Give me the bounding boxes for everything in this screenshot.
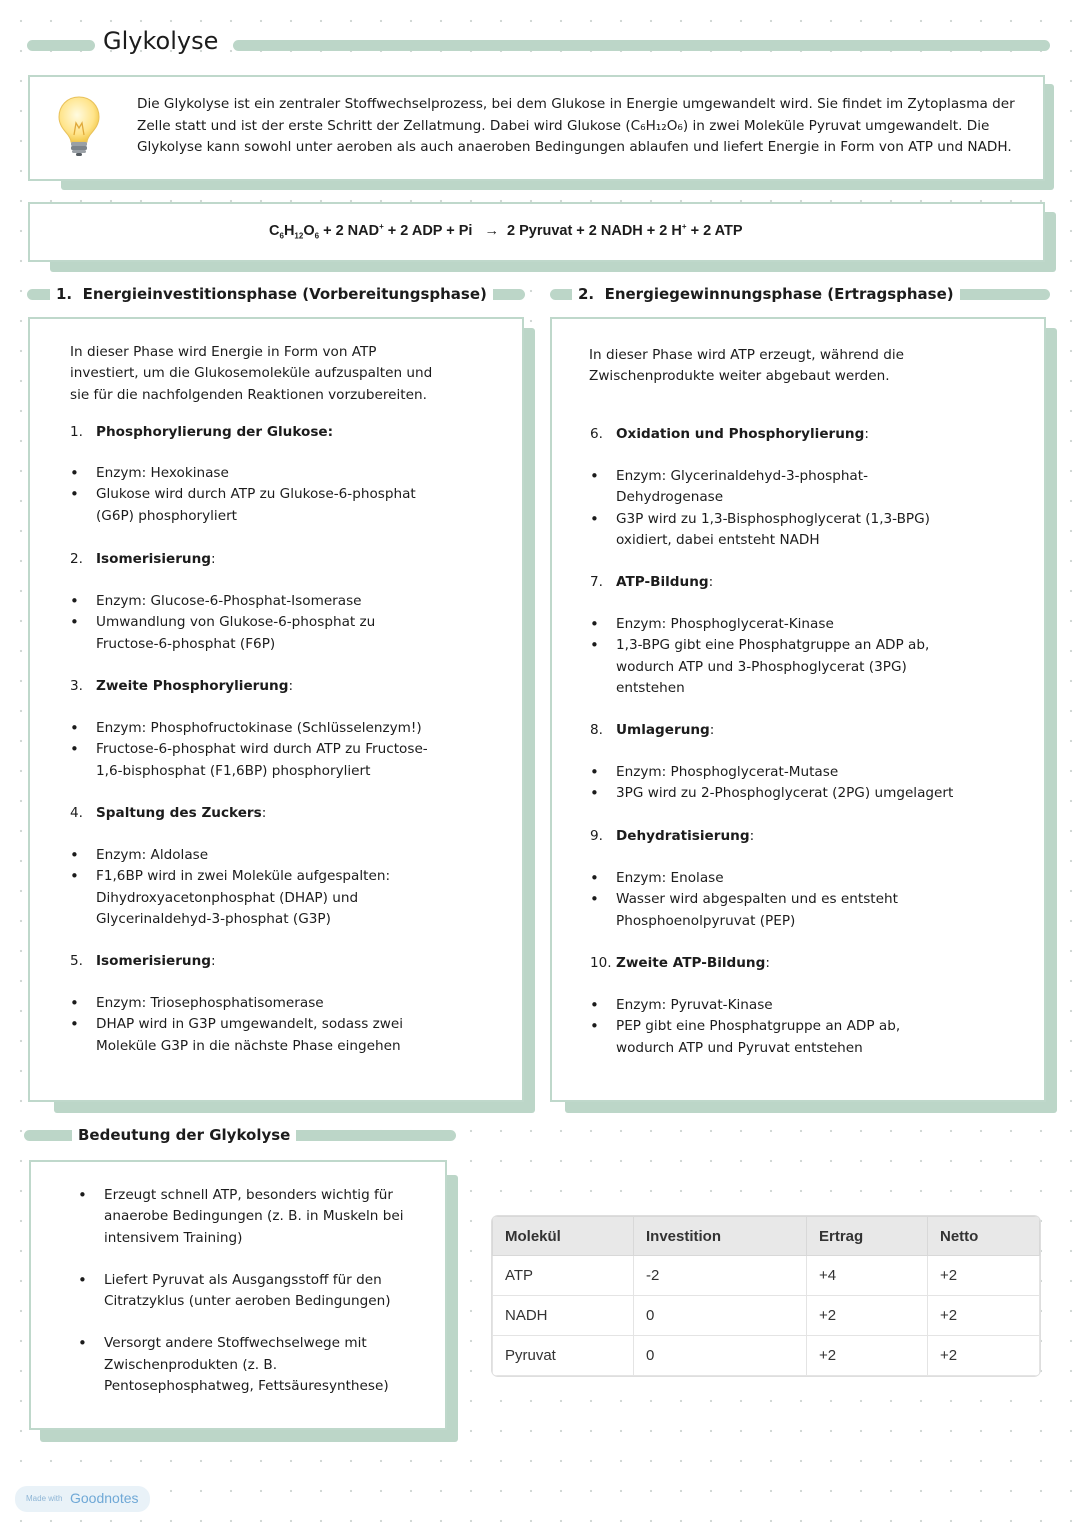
phase1-step-4: 4. Spaltung des Zuckers: xyxy=(70,805,267,821)
list-item: • Versorgt andere Stoffwechselwege mit Zwischenprodukten (z. B. Pentosephosphatweg, Fettsäuresynthese) xyxy=(78,1333,408,1397)
list-item: • F1,6BP wird in zwei Moleküle aufgespalten: Dihydroxyacetonphosphat (DHAP) und Glycerinaldehyd-3-phosphat (G3P) xyxy=(70,866,405,930)
list-item: • PEP gibt eine Phosphatgruppe an ADP ab, wodurch ATP und Pyruvat entstehen xyxy=(590,1016,910,1059)
list-item: • Erzeugt schnell ATP, besonders wichtig für anaerobe Bedingungen (z. B. in Muskeln bei intensivem Training) xyxy=(78,1185,408,1249)
list-item: • Enzym: Phosphoglycerat-Kinase xyxy=(590,614,935,635)
arrow-icon: → xyxy=(484,222,499,239)
list-item: • Fructose-6-phosphat wird durch ATP zu Fructose-1,6-bisphosphat (F1,6BP) phosphoryliert xyxy=(70,739,445,782)
title-bar-right xyxy=(233,40,1050,51)
table-cell: ATP xyxy=(493,1256,634,1296)
phase2-step-8: 8. Umlagerung: xyxy=(590,722,715,738)
goodnotes-badge[interactable] xyxy=(15,1486,150,1512)
table-cell: +2 xyxy=(807,1336,928,1376)
phase1-step-2-bullets xyxy=(70,591,390,655)
table-header: Ertrag xyxy=(807,1217,928,1256)
phase2-step-6-bullets xyxy=(590,466,940,551)
list-item: • Enzym: Aldolase xyxy=(70,845,405,866)
phase2-step-9: 9. Dehydratisierung: xyxy=(590,828,755,844)
list-item: • Liefert Pyruvat als Ausgangsstoff für den Citratzyklus (unter aeroben Bedingungen) xyxy=(78,1270,408,1313)
phase1-step-3-bullets xyxy=(70,718,445,782)
table-cell: NADH xyxy=(493,1296,634,1336)
phase1-step-4-bullets xyxy=(70,845,405,930)
phase1-step-5: 5. Isomerisierung: xyxy=(70,953,216,969)
list-item: • DHAP wird in G3P umgewandelt, sodass zwei Moleküle G3P in die nächste Phase eingehen xyxy=(70,1014,410,1057)
phase1-step-5-bullets xyxy=(70,993,410,1057)
table-cell: +2 xyxy=(928,1256,1040,1296)
table-cell: +4 xyxy=(807,1256,928,1296)
table-row xyxy=(493,1256,1040,1296)
significance-bullets xyxy=(78,1185,408,1397)
significance-heading: Bedeutung der Glykolyse xyxy=(72,1125,296,1145)
summary-table xyxy=(492,1216,1040,1376)
page-title: Glykolyse xyxy=(103,27,219,55)
phase2-step-10-bullets xyxy=(590,995,910,1059)
phase2-step-8-bullets xyxy=(590,762,1010,805)
table-cell: +2 xyxy=(807,1296,928,1336)
table-header: Netto xyxy=(928,1217,1040,1256)
table-cell: 0 xyxy=(634,1296,807,1336)
lightbulb-icon xyxy=(56,95,102,157)
list-item: • Enzym: Triosephosphatisomerase xyxy=(70,993,410,1014)
list-item: • Glukose wird durch ATP zu Glukose-6-phosphat (G6P) phosphoryliert xyxy=(70,484,440,527)
list-item: • Enzym: Hexokinase xyxy=(70,463,440,484)
phase2-step-7-bullets xyxy=(590,614,935,699)
phase1-step-1: 1. Phosphorylierung der Glukose: xyxy=(70,424,334,440)
phase2-step-7: 7. ATP-Bildung: xyxy=(590,574,714,590)
list-item: • Wasser wird abgespalten und es entsteht Phosphoenolpyruvat (PEP) xyxy=(590,889,910,932)
table-header: Investition xyxy=(634,1217,807,1256)
made-with-label: Made with xyxy=(26,1494,63,1503)
table-header-row xyxy=(493,1217,1040,1256)
phase2-step-9-bullets xyxy=(590,868,910,932)
reaction-equation: $C_6H_{12}O_6 + 2$ NAD+ + 2 ADP + Pi → 2 Pyruvat + 2 NADH + 2 H+ + 2 ATP xyxy=(269,222,743,241)
list-item: • 1,3-BPG gibt eine Phosphatgruppe an ADP ab, wodurch ATP und 3-Phosphoglycerat (3PG) entstehen xyxy=(590,635,935,699)
goodnotes-logo: Goodnotes xyxy=(70,1490,139,1506)
phase2-step-6: 6. Oxidation und Phosphorylierung: xyxy=(590,426,869,442)
list-item: • Enzym: Phosphofructokinase (Schlüsselenzym!) xyxy=(70,718,445,739)
table-cell: -2 xyxy=(634,1256,807,1296)
phase1-step-1-bullets xyxy=(70,463,440,527)
list-item: • G3P wird zu 1,3-Bisphosphoglycerat (1,3-BPG) oxidiert, dabei entsteht NADH xyxy=(590,509,940,552)
phase2-heading: 2. Energiegewinnungsphase (Ertragsphase) xyxy=(572,284,960,304)
table-header: Molekül xyxy=(493,1217,634,1256)
phase2-step-10: 10. Zweite ATP-Bildung: xyxy=(590,955,770,971)
list-item: • Enzym: Enolase xyxy=(590,868,910,889)
phase1-intro: In dieser Phase wird Energie in Form von ATP investiert, um die Glukosemoleküle aufzuspalten und sie für die nachfolgenden Reaktionen vorzubereiten. xyxy=(70,344,433,403)
phase1-step-2: 2. Isomerisierung: xyxy=(70,551,216,567)
phase1-step-3: 3. Zweite Phosphorylierung: xyxy=(70,678,294,694)
phase2-intro: In dieser Phase wird ATP erzeugt, während die Zwischenprodukte weiter abgebaut werden. xyxy=(589,347,904,385)
list-item: • Enzym: Pyruvat-Kinase xyxy=(590,995,910,1016)
list-item: • Enzym: Glucose-6-Phosphat-Isomerase xyxy=(70,591,390,612)
table-row xyxy=(493,1336,1040,1376)
list-item: • Umwandlung von Glukose-6-phosphat zu Fructose-6-phosphat (F6P) xyxy=(70,612,390,655)
list-item: • 3PG wird zu 2-Phosphoglycerat (2PG) umgelagert xyxy=(590,783,1010,804)
table-row xyxy=(493,1296,1040,1336)
phase1-heading: 1. Energieinvestitionsphase (Vorbereitungsphase) xyxy=(50,284,493,304)
title-bar-left xyxy=(27,40,95,51)
summary-table-wrapper xyxy=(492,1216,1040,1376)
list-item: • Enzym: Glycerinaldehyd-3-phosphat-Dehydrogenase xyxy=(590,466,940,509)
list-item: • Enzym: Phosphoglycerat-Mutase xyxy=(590,762,1010,783)
table-cell: +2 xyxy=(928,1336,1040,1376)
table-cell: Pyruvat xyxy=(493,1336,634,1376)
table-cell: 0 xyxy=(634,1336,807,1376)
intro-text: Die Glykolyse ist ein zentraler Stoffwechselprozess, bei dem Glukose in Energie umgewandelt wird. Sie findet im Zytoplasma der Zelle statt und ist der erste Schritt der Zellatmung. Dabei wird Glukose (C₆H₁₂O₆) in zwei Moleküle Pyruvat umgewandelt. Die Glykolyse kann sowohl unter aeroben als auch anaeroben Bedingungen ablaufen und liefert Energie in Form von ATP und NADH. xyxy=(137,96,1015,155)
table-cell: +2 xyxy=(928,1296,1040,1336)
